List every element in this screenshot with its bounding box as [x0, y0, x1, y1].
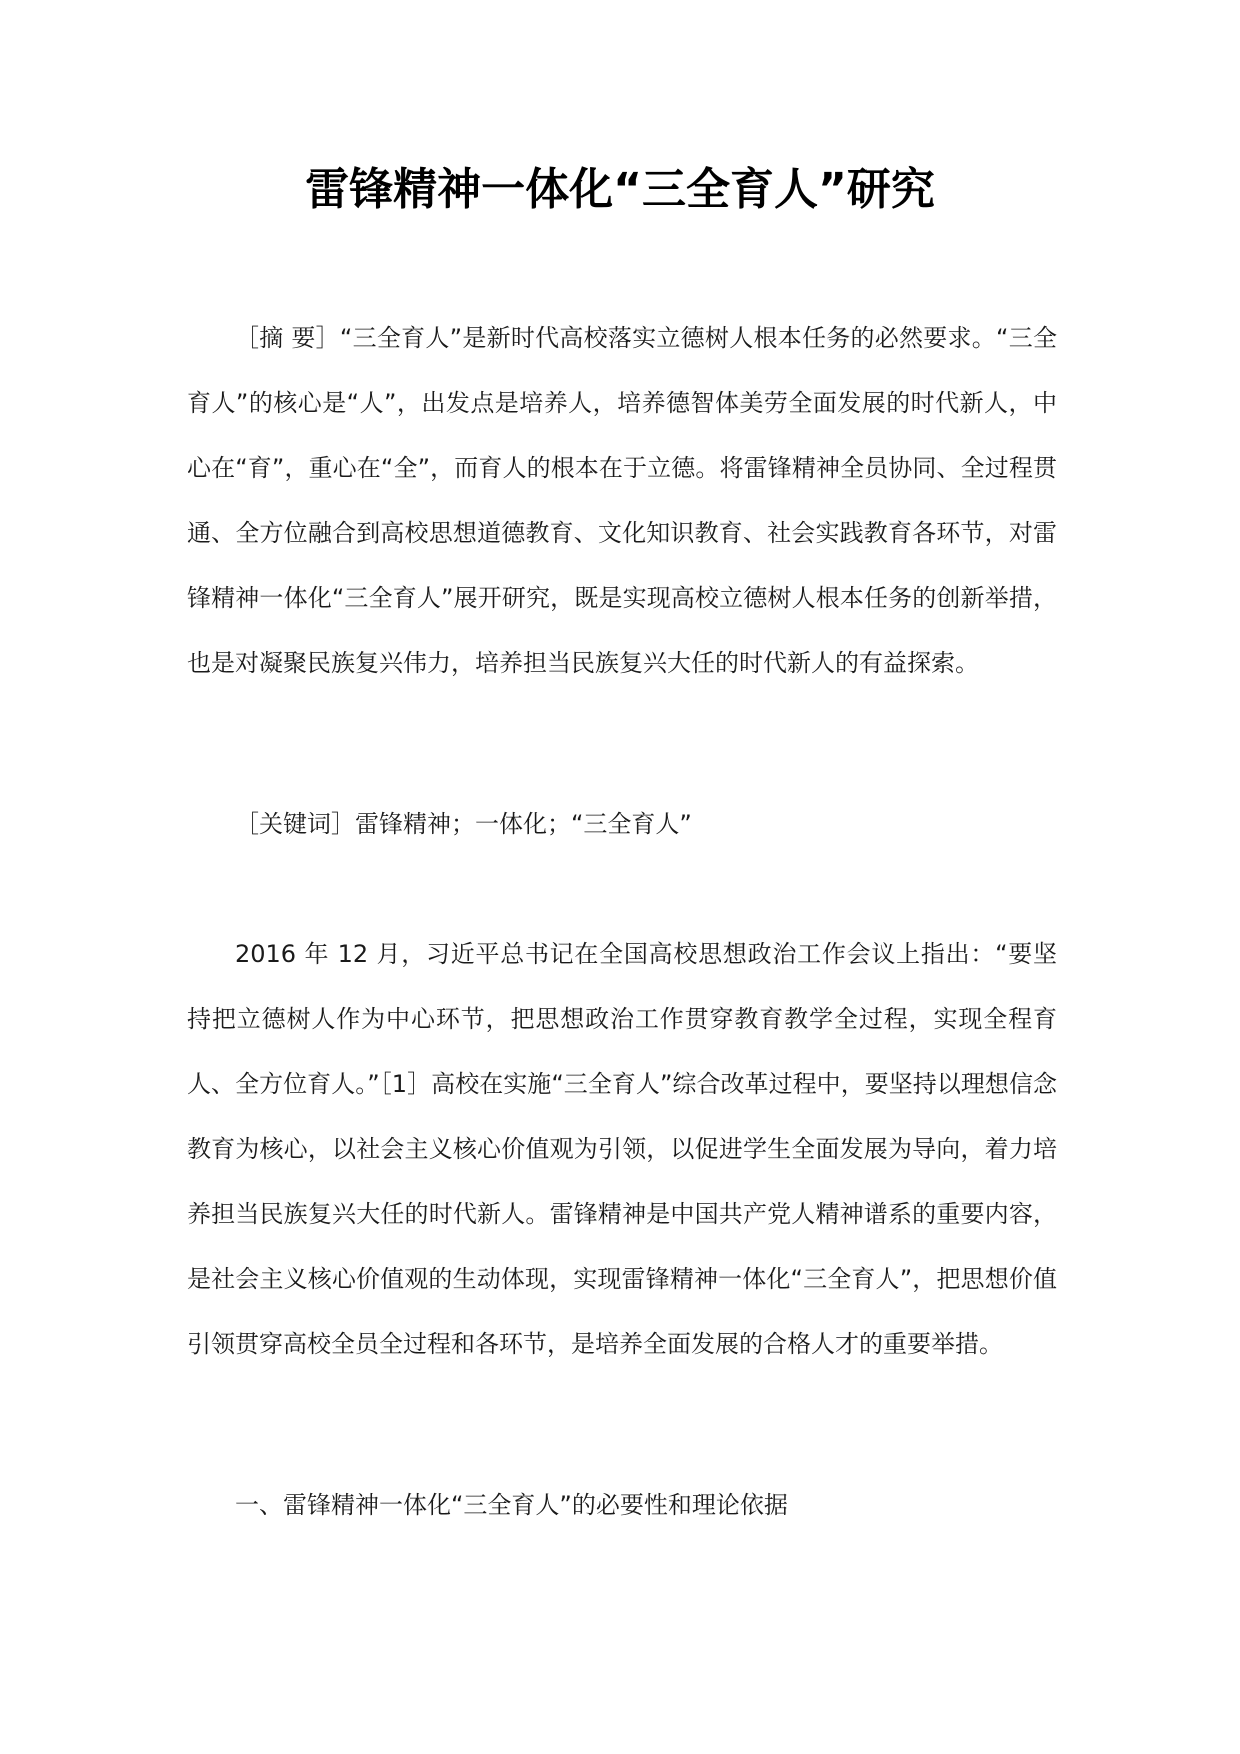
document-title: 雷锋精神一体化“三全育人”研究 [305, 164, 935, 215]
section-heading: 一、雷锋精神一体化“三全育人”的必要性和理论依据 [235, 1491, 788, 1519]
body-paragraph: 2016 年 12 月，习近平总书记在全国高校思想政治工作会议上指出：“要坚持把立德树人作为中心环节，把思想政治工作贯穿教育教学全过程，实现全程育人、全方位育人。”［1］高校在实施“三全育人”综合改革过程中，要坚持以理想信念教育为核心，以社会主义核心价值观为引领，以促进学生全面发展为导向，着力培养担当民族复兴大任的时代新人。雷锋精神是中国共产党人精神谱系的重要内容，是社会主义核心价值观的生动体现，实现雷锋精神一体化“三全育人”，把思想价值引领贯穿高校全员全过程和各环节，是培养全面发展的合格人才的重要举措。 [187, 940, 1057, 1358]
abstract-paragraph: ［摘 要］“三全育人”是新时代高校落实立德树人根本任务的必然要求。“三全育人”的核心是“人”，出发点是培养人，培养德智体美劳全面发展的时代新人，中心在“育”，重心在“全”，而育人的根本在于立德。将雷锋精神全员协同、全过程贯通、全方位融合到高校思想道德教育、文化知识教育、社会实践教育各环节，对雷锋精神一体化“三全育人”展开研究，既是实现高校立德树人根本任务的创新举措，也是对凝聚民族复兴伟力，培养担当民族复兴大任的时代新人的有益探索。 [187, 324, 1057, 677]
keywords-line: ［关键词］雷锋精神；一体化；“三全育人” [235, 810, 692, 838]
